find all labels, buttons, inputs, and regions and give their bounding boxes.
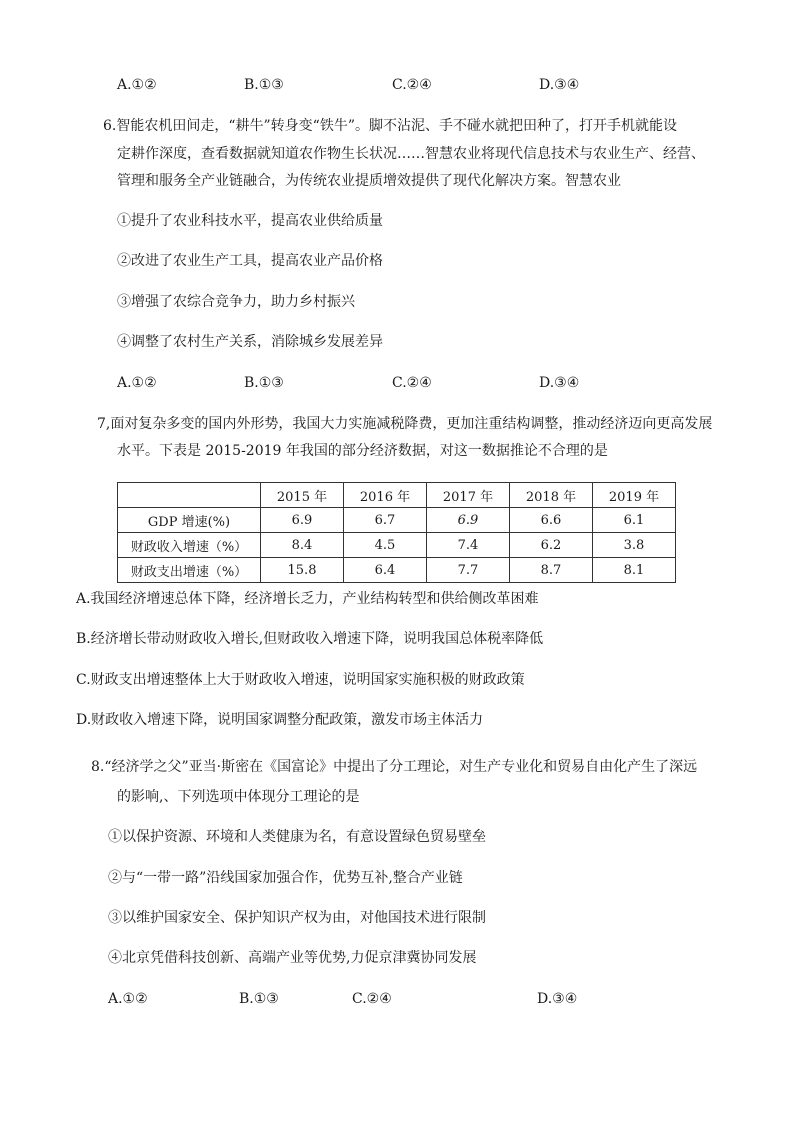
- table-cell: 8.1: [593, 558, 676, 583]
- table-cell: 6.9: [261, 508, 344, 533]
- q7-option-d[interactable]: D.财政收入增速下降，说明国家调整分配政策，激发市场主体活力: [76, 712, 484, 728]
- table-cell: 6.9: [427, 508, 510, 533]
- table-header-cell: [118, 483, 261, 508]
- table-header-cell: 2017 年: [427, 483, 510, 508]
- q8-stem-line-2: 的影响,、下列选项中体现分工理论的是: [117, 789, 360, 805]
- table-cell: 7.7: [427, 558, 510, 583]
- table-cell: 6.4: [344, 558, 427, 583]
- table-header-row: [118, 483, 676, 508]
- table-row-label: 财政支出增速（%）: [118, 558, 261, 583]
- table-row: [118, 508, 676, 533]
- q7-option-a[interactable]: A.我国经济增速总体下降，经济增长乏力，产业结构转型和供给侧改革困难: [76, 591, 539, 607]
- table-header-cell: 2019 年: [593, 483, 676, 508]
- table-row: [118, 533, 676, 558]
- table-cell: 8.7: [510, 558, 593, 583]
- q5-option-d[interactable]: D.③④: [539, 77, 580, 93]
- q6-option-b[interactable]: B.①③: [244, 375, 284, 391]
- table-cell: 3.8: [593, 533, 676, 558]
- q6-option-c[interactable]: C.②④: [392, 375, 432, 391]
- table-cell: 6.7: [344, 508, 427, 533]
- q5-option-c[interactable]: C.②④: [392, 77, 432, 93]
- q6-stem-line-3: 管理和服务全产业链融合，为传统农业提质增效提供了现代化解决方案。智慧农业: [117, 173, 621, 189]
- table-cell: 6.1: [593, 508, 676, 533]
- table-header-cell: 2015 年: [261, 483, 344, 508]
- table-cell: 6.6: [510, 508, 593, 533]
- q6-statement-4: ④调整了农村生产关系，消除城乡发展差异: [117, 334, 383, 350]
- q6-option-a[interactable]: A.①②: [117, 375, 157, 391]
- table-cell: 6.2: [510, 533, 593, 558]
- table-cell: 8.4: [261, 533, 344, 558]
- q6-stem-line-2: 定耕作深度，查看数据就知道农作物生长状况……智慧农业将现代信息技术与农业生产、经营、: [117, 146, 705, 162]
- q8-option-d[interactable]: D.③④: [537, 991, 578, 1007]
- q6-statement-2: ②改进了农业生产工具，提高农业产品价格: [117, 253, 383, 269]
- table-header-cell: 2018 年: [510, 483, 593, 508]
- table-cell: 7.4: [427, 533, 510, 558]
- economic-data-table: [117, 482, 676, 583]
- q8-statement-4: ④北京凭借科技创新、高端产业等优势,力促京津冀协同发展: [108, 950, 477, 966]
- q8-option-b[interactable]: B.①③: [239, 991, 279, 1007]
- q8-statement-2: ②与“一带一路”沿线国家加强合作，优势互补,整合产业链: [108, 870, 463, 886]
- table-row-label: GDP 增速(%): [118, 508, 261, 533]
- table-header-cell: 2016 年: [344, 483, 427, 508]
- q8-statement-1: ①以保护资源、环境和人类健康为名，有意设置绿色贸易壁垒: [108, 829, 486, 845]
- q8-option-a[interactable]: A.①②: [108, 991, 148, 1007]
- q5-option-b[interactable]: B.①③: [244, 77, 284, 93]
- q8-statement-3: ③以维护国家安全、保护知识产权为由，对他国技术进行限制: [108, 910, 486, 926]
- q6-statement-3: ③增强了农综合竞争力，助力乡村振兴: [117, 294, 355, 310]
- q8-option-c[interactable]: C.②④: [352, 991, 392, 1007]
- q6-option-d[interactable]: D.③④: [539, 375, 580, 391]
- q7-stem-line-2: 水平。下表是 2015-2019 年我国的部分经济数据，对这一数据推论不合理的是: [117, 443, 608, 459]
- q7-option-c[interactable]: C.财政支出增速整体上大于财政收入增速，说明国家实施积极的财政政策: [76, 672, 525, 688]
- q6-stem-line-1: 6.智能农机田间走，“耕牛”转身变“铁牛”。脚不沾泥、手不碰水就把田种了，打开手机就能设: [103, 118, 677, 134]
- q7-option-b[interactable]: B.经济增长带动财政收入增长,但财政收入增速下降，说明我国总体税率降低: [76, 631, 544, 647]
- q5-option-a[interactable]: A.①②: [117, 77, 157, 93]
- table-row-label: 财政收入增速（%）: [118, 533, 261, 558]
- table-row: [118, 558, 676, 583]
- table-cell: 15.8: [261, 558, 344, 583]
- q7-stem-line-1: 7,面对复杂多变的国内外形势，我国大力实施减税降费，更加注重结构调整，推动经济迈向更高发展: [97, 416, 713, 432]
- table-cell: 4.5: [344, 533, 427, 558]
- q6-statement-1: ①提升了农业科技水平，提高农业供给质量: [117, 213, 383, 229]
- q8-stem-line-1: 8.“经济学之父”亚当·斯密在《国富论》中提出了分工理论，对生产专业化和贸易自由化产生了深远: [91, 759, 698, 775]
